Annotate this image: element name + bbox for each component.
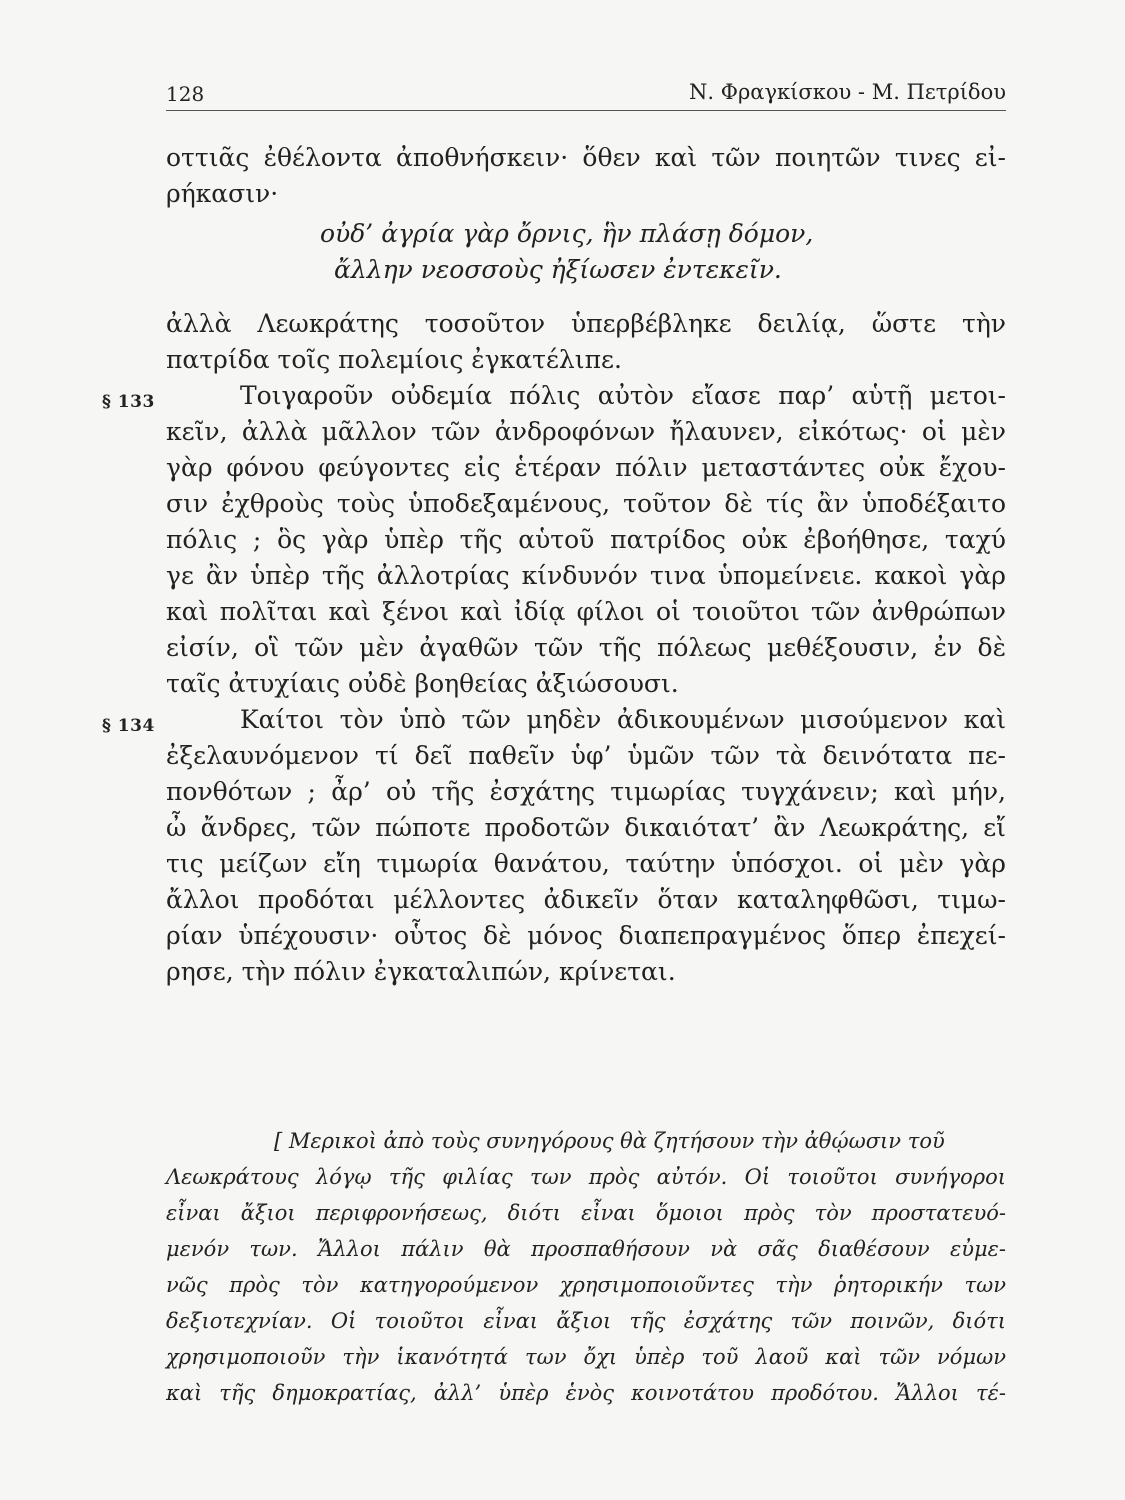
- section-133: [102, 378, 1006, 702]
- running-head: Ν. Φραγκίσκου - Μ. Πετρίδου: [689, 80, 1006, 104]
- text-line: Καίτοι τὸν ὑπὸ τῶν μηδὲν ἀδικουμένων μισούμενον καὶ: [240, 705, 1006, 734]
- text-line: ἄλλοι προδόται μέλλοντες ἀδικεῖν ὅταν καταληφθῶσι, τιμω-: [166, 885, 1006, 914]
- verse-quote: [166, 216, 1006, 288]
- text-line: ρησε, τὴν πόλιν ἐγκαταλιπών, κρίνεται.: [166, 957, 676, 986]
- text-line: εἰσίν, οἳ τῶν μὲν ἀγαθῶν τῶν τῆς πόλεως μεθέξουσιν, ἐν δὲ: [166, 633, 1006, 662]
- section-marker: § 134: [102, 716, 155, 736]
- note-line: εἶναι ἄξιοι περιφρονήσεως, διότι εἶναι ὅμοιοι πρὸς τὸν προστατευό-: [166, 1201, 1006, 1225]
- verse-line: ἄλλην νεοσσοὺς ἠξίωσεν ἐντεκεῖν.: [334, 255, 782, 284]
- page-header: [166, 76, 1006, 111]
- note-line: νῶς πρὸς τὸν κατηγορούμενον χρησιμοποιοῦντες τὴν ῥητορικήν των: [166, 1273, 1006, 1297]
- note-line: δεξιοτεχνίαν. Οἱ τοιοῦτοι εἶναι ἄξιοι τῆς ἐσχάτης τῶν ποινῶν, διότι: [166, 1309, 1006, 1333]
- text-line: σιν ἐχθροὺς τοὺς ὑποδεξαμένους, τοῦτον δὲ τίς ἂν ὑποδέξαιτο: [166, 489, 1006, 518]
- text-line: ρίαν ὑπέχουσιν· οὗτος δὲ μόνος διαπεπραγμένος ὅπερ ἐπεχεί-: [166, 921, 1006, 950]
- text-line: κεῖν, ἀλλὰ μᾶλλον τῶν ἀνδροφόνων ἤλαυνεν, εἰκότως· οἱ μὲν: [166, 417, 1006, 446]
- text-line: ἐξελαυνόμενον τί δεῖ παθεῖν ὑφ’ ὑμῶν τῶν τὰ δεινότατα πε-: [166, 741, 1006, 770]
- text-line: οττιᾶς ἐθέλοντα ἀποθνήσκειν· ὅθεν καὶ τῶν ποιητῶν τινες εἰ-: [166, 143, 1006, 172]
- text-line: τις μείζων εἴη τιμωρία θανάτου, ταύτην ὑπόσχοι. οἱ μὲν γὰρ: [166, 849, 1006, 878]
- note-line: Λεωκράτους λόγῳ τῆς φιλίας των πρὸς αὐτόν. Οἱ τοιοῦτοι συνήγοροι: [166, 1165, 1006, 1189]
- text-line: πονθότων ; ἆρ’ οὐ τῆς ἐσχάτης τιμωρίας τυγχάνειν; καὶ μήν,: [166, 777, 1006, 806]
- text-line: πόλις ; ὃς γὰρ ὑπὲρ τῆς αὑτοῦ πατρίδος οὐκ ἐβοήθησε, ταχύ: [166, 525, 1006, 554]
- text-line: ταῖς ἀτυχίαις οὐδὲ βοηθείας ἀξιώσουσι.: [166, 669, 679, 698]
- note-line: [ Μερικοὶ ἀπὸ τοὺς συνηγόρους θὰ ζητήσουν τὴν ἀθῴωσιν τοῦ: [274, 1129, 945, 1153]
- text-line: πατρίδα τοῖς πολεμίοις ἐγκατέλιπε.: [166, 345, 622, 374]
- main-text: [102, 140, 1006, 990]
- note-line: μενόν των. Ἄλλοι πάλιν θὰ προσπαθήσουν νὰ σᾶς διαθέσουν εὐμε-: [166, 1237, 1006, 1261]
- text-line: γε ἂν ὑπὲρ τῆς ἀλλοτρίας κίνδυνόν τινα ὑπομείνειε. κακοὶ γὰρ: [166, 561, 1006, 590]
- text-line: ρήκασιν·: [166, 179, 279, 208]
- text-line: ὦ ἄνδρες, τῶν πώποτε προδοτῶν δικαιότατ’ ἂν Λεωκράτης, εἴ: [166, 813, 1006, 842]
- text-line: Τοιγαροῦν οὐδεμία πόλις αὐτὸν εἴασε παρ’ αὑτῇ μετοι-: [240, 381, 1006, 410]
- note-line: χρησιμοποιοῦν τὴν ἱκανότητά των ὄχι ὑπὲρ τοῦ λαοῦ καὶ τῶν νόμων: [166, 1345, 1006, 1369]
- page-number: 128: [166, 82, 205, 106]
- text-line: καὶ πολῖται καὶ ξένοι καὶ ἰδίᾳ φίλοι οἱ τοιοῦτοι τῶν ἀνθρώπων: [166, 597, 1006, 626]
- verse-line: οὐδ’ ἀγρία γὰρ ὄρνις, ἣν πλάσῃ δόμον,: [320, 219, 814, 248]
- section-134: [102, 702, 1006, 990]
- editor-note: [166, 1123, 1006, 1411]
- section-marker: § 133: [102, 392, 155, 412]
- note-line: καὶ τῆς δημοκρατίας, ἀλλ’ ὑπὲρ ἑνὸς κοινοτάτου προδότου. Ἄλλοι τέ-: [166, 1381, 1006, 1405]
- text-line: ἀλλὰ Λεωκράτης τοσοῦτον ὑπερβέβληκε δειλίᾳ, ὥστε τὴν: [166, 309, 1006, 338]
- text-line: γὰρ φόνου φεύγοντες εἰς ἑτέραν πόλιν μεταστάντες οὐκ ἔχου-: [166, 453, 1006, 482]
